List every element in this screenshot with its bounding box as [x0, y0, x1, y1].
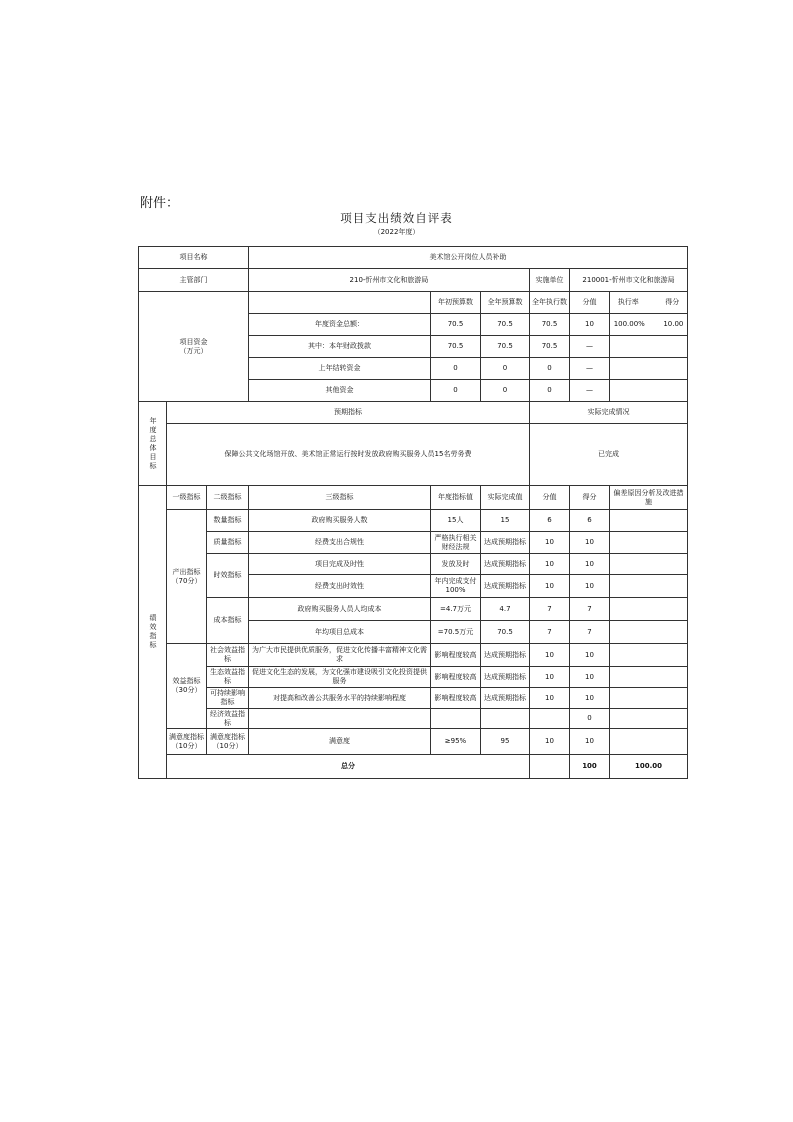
funds-row-annual: 70.5: [481, 314, 530, 336]
indicator-name: 政府购买服务人数: [249, 510, 431, 532]
funds-header-executed: 全年执行数: [530, 292, 570, 314]
quantity-label: 数量指标: [207, 510, 249, 532]
indicator-score-value: 10: [530, 729, 570, 755]
funds-row-name: 其中：本年财政拨款: [249, 336, 431, 358]
satisfaction-sub-label: 满意度指标（10分）: [207, 729, 249, 755]
indicator-row: [139, 688, 688, 709]
indicator-target: 影响程度较高: [431, 644, 481, 667]
indicator-row: [139, 598, 688, 621]
indicator-score-value: 10: [530, 575, 570, 598]
total-score-value: 100: [570, 755, 610, 779]
funds-row-executed: 70.5: [530, 314, 570, 336]
indicator-target: [431, 709, 481, 729]
goal-expected-header: 预期指标: [167, 402, 530, 424]
funds-row-blank: [610, 336, 688, 358]
indicator-row: [139, 729, 688, 755]
funds-row-executed: 0: [530, 358, 570, 380]
funds-row-name: 年度资金总额：: [249, 314, 431, 336]
indicator-score: 10: [570, 644, 610, 667]
indicator-score: 10: [570, 729, 610, 755]
attachment-label: 附件：: [140, 196, 180, 211]
indicator-target: ≥95%: [431, 729, 481, 755]
goal-actual: 已完成: [530, 424, 688, 486]
funds-row-annual: 70.5: [481, 336, 530, 358]
indicator-target: 发放及时: [431, 554, 481, 575]
indicator-target: 严格执行相关财经法规: [431, 532, 481, 554]
department-row: [139, 269, 688, 292]
funds-row-score-value: 10: [570, 314, 610, 336]
goal-expected: 保障公共文化场馆开放、美术馆正常运行按时发放政府购买服务人员15名劳务费: [167, 424, 530, 486]
funds-row-score-value: —: [570, 336, 610, 358]
unit-label: 实施单位: [530, 269, 570, 292]
benefit-label: 效益指标 （30分）: [167, 644, 207, 729]
indicator-score: 10: [570, 532, 610, 554]
funds-row-score-value: —: [570, 358, 610, 380]
indicator-actual: 70.5: [481, 621, 530, 644]
funds-row-rate-and-score: [610, 314, 688, 336]
funds-row-annual: 0: [481, 358, 530, 380]
eco-benefit-label: 生态效益指标: [207, 667, 249, 688]
funds-header-blank: [249, 292, 431, 314]
indicator-name: 满意度: [249, 729, 431, 755]
header-reason: 偏差原因分析及改进措施: [610, 486, 688, 510]
indicator-score: 10: [570, 575, 610, 598]
indicator-reason: [610, 575, 688, 598]
funds-row-executed: 70.5: [530, 336, 570, 358]
funds-header-rate: 执行率: [617, 298, 639, 306]
indicator-name: 促进文化生态的发展，为文化强市建设吸引文化投资提供服务: [249, 667, 431, 688]
header-target: 年度指标值: [431, 486, 481, 510]
indicator-score-value: 7: [530, 598, 570, 621]
indicator-row: [139, 644, 688, 667]
indicator-actual: 达成预期指标: [481, 575, 530, 598]
indicator-score-value: [530, 709, 570, 729]
project-name-row: [139, 247, 688, 269]
funds-header-score-value: 分值: [570, 292, 610, 314]
department-label: 主管部门: [139, 269, 249, 292]
indicator-score-value: 10: [530, 554, 570, 575]
indicator-name: 经费支出合规性: [249, 532, 431, 554]
funds-header-initial: 年初预算数: [431, 292, 481, 314]
indicator-row: [139, 667, 688, 688]
funds-row-initial: 0: [431, 358, 481, 380]
indicator-score: 0: [570, 709, 610, 729]
output-label: 产出指标 （70分）: [167, 510, 207, 644]
indicator-reason: [610, 667, 688, 688]
indicator-reason: [610, 554, 688, 575]
indicator-actual: 达成预期指标: [481, 688, 530, 709]
indicator-target: 影响程度较高: [431, 667, 481, 688]
funds-row-rate: 100.00%: [613, 320, 645, 328]
indicator-reason: [610, 598, 688, 621]
indicator-name: 项目完成及时性: [249, 554, 431, 575]
header-level3: 三级指标: [249, 486, 431, 510]
indicator-reason: [610, 688, 688, 709]
indicator-actual: 95: [481, 729, 530, 755]
unit-value: 210001-忻州市文化和旅游局: [570, 269, 688, 292]
indicator-reason: [610, 532, 688, 554]
indicator-target: 15人: [431, 510, 481, 532]
satisfaction-label: 满意度指标（10分）: [167, 729, 207, 755]
performance-table: [138, 246, 688, 779]
quality-label: 质量指标: [207, 532, 249, 554]
funds-row-score: 10.00: [663, 320, 684, 328]
indicator-score: 10: [570, 688, 610, 709]
indicator-score-value: 10: [530, 688, 570, 709]
header-actual: 实际完成值: [481, 486, 530, 510]
form-year: （2022年度）: [373, 228, 420, 236]
indicator-actual: [481, 709, 530, 729]
indicators-label: 绩效指标: [139, 486, 167, 779]
funds-row-score-value: —: [570, 380, 610, 402]
indicator-reason: [610, 621, 688, 644]
funds-row-blank: [610, 380, 688, 402]
project-name-label: 项目名称: [139, 247, 249, 269]
indicator-score-value: 10: [530, 644, 570, 667]
funds-header-score: 得分: [665, 298, 680, 306]
indicator-name: 对提高和改善公共服务水平的持续影响程度: [249, 688, 431, 709]
total-blank: [530, 755, 570, 779]
indicator-header-row: [139, 486, 688, 510]
indicator-row: [139, 510, 688, 532]
indicator-target: =70.5万元: [431, 621, 481, 644]
total-label: 总分: [167, 755, 530, 779]
total-score: 100.00: [610, 755, 688, 779]
indicator-actual: 达成预期指标: [481, 644, 530, 667]
funds-row-name: 上年结转资金: [249, 358, 431, 380]
timeliness-label: 时效指标: [207, 554, 249, 598]
indicator-row: [139, 532, 688, 554]
indicator-score-value: 6: [530, 510, 570, 532]
funds-row-blank: [610, 358, 688, 380]
indicator-reason: [610, 709, 688, 729]
indicator-score-value: 10: [530, 667, 570, 688]
indicator-name: 经费支出时效性: [249, 575, 431, 598]
indicator-actual: 达成预期指标: [481, 532, 530, 554]
indicator-actual: 达成预期指标: [481, 554, 530, 575]
goal-actual-header: 实际完成情况: [530, 402, 688, 424]
indicator-score: 10: [570, 667, 610, 688]
funds-row-annual: 0: [481, 380, 530, 402]
indicator-score: 6: [570, 510, 610, 532]
indicator-row: [139, 554, 688, 575]
funds-row-initial: 70.5: [431, 314, 481, 336]
header-level2: 二级指标: [207, 486, 249, 510]
funds-header-annual: 全年预算数: [481, 292, 530, 314]
indicator-reason: [610, 729, 688, 755]
indicator-name: 为广大市民提供优质服务，促进文化传播丰富精神文化需求: [249, 644, 431, 667]
funds-label: 项目资金 （万元）: [139, 292, 249, 402]
indicator-name: 政府购买服务人员人均成本: [249, 598, 431, 621]
social-benefit-label: 社会效益指标: [207, 644, 249, 667]
indicator-target: 影响程度较高: [431, 688, 481, 709]
total-row: [139, 755, 688, 779]
indicator-score-value: 10: [530, 532, 570, 554]
goal-content-row: [139, 424, 688, 486]
indicator-score-value: 7: [530, 621, 570, 644]
form-title: 项目支出绩效自评表: [340, 211, 453, 225]
indicator-row: [139, 709, 688, 729]
funds-header-rate-and-score: [610, 292, 688, 314]
indicator-actual: 4.7: [481, 598, 530, 621]
funds-row-initial: 70.5: [431, 336, 481, 358]
indicator-actual: 15: [481, 510, 530, 532]
indicator-name: [249, 709, 431, 729]
cost-label: 成本指标: [207, 598, 249, 644]
header-score-value: 分值: [530, 486, 570, 510]
sustainable-label: 可持续影响指标: [207, 688, 249, 709]
indicator-name: 年均项目总成本: [249, 621, 431, 644]
header-score: 得分: [570, 486, 610, 510]
indicator-target: =4.7万元: [431, 598, 481, 621]
goal-header-row: [139, 402, 688, 424]
funds-header-row: [139, 292, 688, 314]
goal-label: 年度总体目标: [139, 402, 167, 486]
department-value: 210-忻州市文化和旅游局: [249, 269, 530, 292]
project-name-value: 美术馆公开岗位人员补助: [249, 247, 688, 269]
indicator-score: 7: [570, 598, 610, 621]
funds-row-name: 其他资金: [249, 380, 431, 402]
indicator-score: 10: [570, 554, 610, 575]
indicator-reason: [610, 644, 688, 667]
indicator-actual: 达成预期指标: [481, 667, 530, 688]
indicator-reason: [610, 510, 688, 532]
indicator-score: 7: [570, 621, 610, 644]
header-level1: 一级指标: [167, 486, 207, 510]
funds-row-initial: 0: [431, 380, 481, 402]
economic-benefit-label: 经济效益指标: [207, 709, 249, 729]
funds-row-executed: 0: [530, 380, 570, 402]
indicator-target: 年内完成支付100%: [431, 575, 481, 598]
